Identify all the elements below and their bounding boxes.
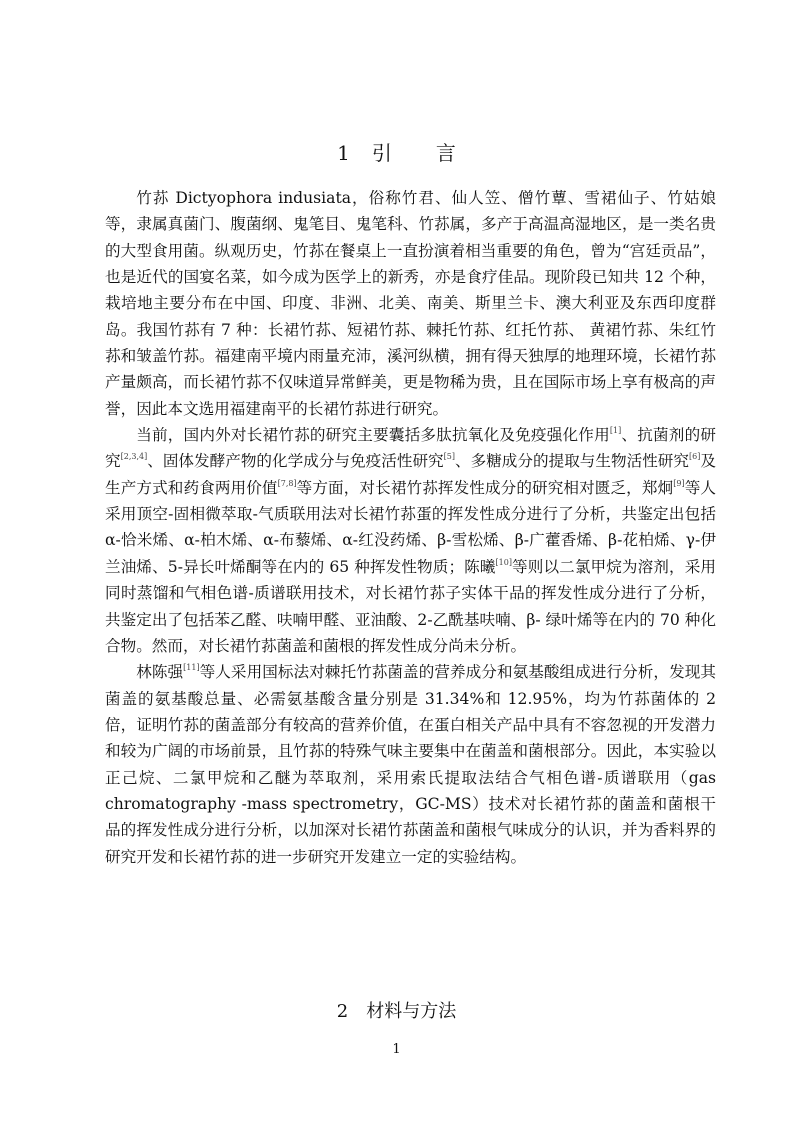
paragraph-text: 等人采用顶空-固相微萃取-气质联用法对长裙竹荪蛋的挥发性成分进行了分析，共鉴定出包括α-恰米烯、α-柏木烯、α-布藜烯、α-红没药烯、β-雪松烯、β-广藿香烯、β-花柏烯、γ-伊兰油烯、5-异长叶烯酮等在内的 65 种挥发性物质；陈曦 bbox=[105, 478, 716, 576]
paragraph bbox=[105, 422, 716, 659]
section-number: 1 bbox=[337, 141, 350, 165]
paragraph-text: 等人采用国标法对棘托竹荪菌盖的营养成分和氨基酸组成进行分析，发现其菌盖的氨基酸总量、必需氨基酸含量分别是 31.34%和 12.95%，均为竹荪菌体的 2 倍，证明竹荪的菌盖部分有较高的营养价值，在蛋白相关产品中具有不容忽视的开发潜力和较为广阔的市场前景，且竹荪的特殊气味主要集中在菌盖和菌根部分。因此，本实验以正己烷、二氯甲烷和乙醚为萃取剂，采用索氏提取法结合气相色谱-质谱联用（gas chromatography -mass spectrometry，GC-MS）技术对长裙竹荪的菌盖和菌根干品的挥发性成分进行分析，以加深对长裙竹荪菌盖和菌根气味成分的认识，并为香料界的研究开发和长裙竹荪的进一步研究开发建立一定的实验结构。 bbox=[105, 663, 716, 866]
citation-ref: [5] bbox=[443, 452, 455, 462]
page-number: 1 bbox=[392, 1042, 401, 1057]
citation-ref: [11] bbox=[183, 663, 200, 673]
section-heading-introduction bbox=[0, 138, 793, 168]
paragraph-text: 当前，国内外对长裙竹荪的研究主要囊括多肽抗氧化及免疫强化作用 bbox=[136, 426, 610, 445]
citation-ref: [2,3,4] bbox=[120, 452, 148, 462]
citation-ref: [10] bbox=[495, 557, 512, 567]
section-heading-materials-methods bbox=[0, 998, 793, 1026]
citation-ref: [1] bbox=[609, 426, 622, 436]
citation-ref: [7,8] bbox=[277, 478, 297, 488]
citation-ref: [6] bbox=[689, 452, 701, 462]
paragraph bbox=[105, 185, 716, 422]
body-text bbox=[105, 185, 716, 870]
paragraph bbox=[105, 659, 716, 870]
paragraph-text: 及生产方式和药食两用价值 bbox=[105, 452, 716, 497]
paragraph-text: 、固体发酵产物的化学成分与免疫活性研究 bbox=[147, 452, 444, 471]
citation-ref: [9] bbox=[673, 478, 685, 488]
paragraph-text: 等则以二氯甲烷为溶剂，采用同时蒸馏和气相色谱-质谱联用技术，对长裙竹荪子实体干品的挥发性成分进行了分析，共鉴定出了包括苯乙醛、呋喃甲醛、亚油酸、2-乙酰基呋喃、β- 绿叶烯等在内的 70 种化合物。然而，对长裙竹荪菌盖和菌根的挥发性成分尚未分析。 bbox=[105, 557, 716, 655]
section-title: 材料与方法 bbox=[366, 1001, 457, 1022]
paragraph-text: 、多糖成分的提取与生物活性研究 bbox=[454, 452, 690, 471]
paragraph-text: 竹荪 Dictyophora indusiata，俗称竹君、仙人笠、僧竹蕈、雪裙仙子、竹姑娘等，隶属真菌门、腹菌纲、鬼笔目、鬼笔科、竹荪属，多产于高温高湿地区，是一类名贵的大型食用菌。纵观历史，竹荪在餐桌上一直扮演着相当重要的角色，曾为“宫廷贡品”，也是近代的国宴名菜，如今成为医学上的新秀，亦是食疗佳品。现阶段已知共 12 个种，栽培地主要分布在中国、印度、非洲、北美、南美、斯里兰卡、澳大利亚及东西印度群岛。我国竹荪有 7 种：长裙竹荪、短裙竹荪、棘托竹荪、红托竹荪、 黄裙竹荪、朱红竹荪和皱盖竹荪。福建南平境内雨量充沛，溪河纵横，拥有得天独厚的地理环境，长裙竹荪产量颇高，而长裙竹荪不仅味道异常鲜美，更是物稀为贵，且在国际市场上享有极高的声誉，因此本文选用福建南平的长裙竹荪进行研究。 bbox=[105, 189, 716, 418]
section-number: 2 bbox=[336, 1001, 349, 1022]
section-title-part: 引 bbox=[371, 141, 392, 165]
paragraph-text: 林陈强 bbox=[136, 663, 184, 682]
section-title-part: 言 bbox=[435, 141, 456, 165]
paragraph-text: 等方面，对长裙竹荪挥发性成分的研究相对匮乏，郑炯 bbox=[296, 478, 674, 497]
paragraph-text: 、抗菌剂的研究 bbox=[105, 426, 716, 471]
